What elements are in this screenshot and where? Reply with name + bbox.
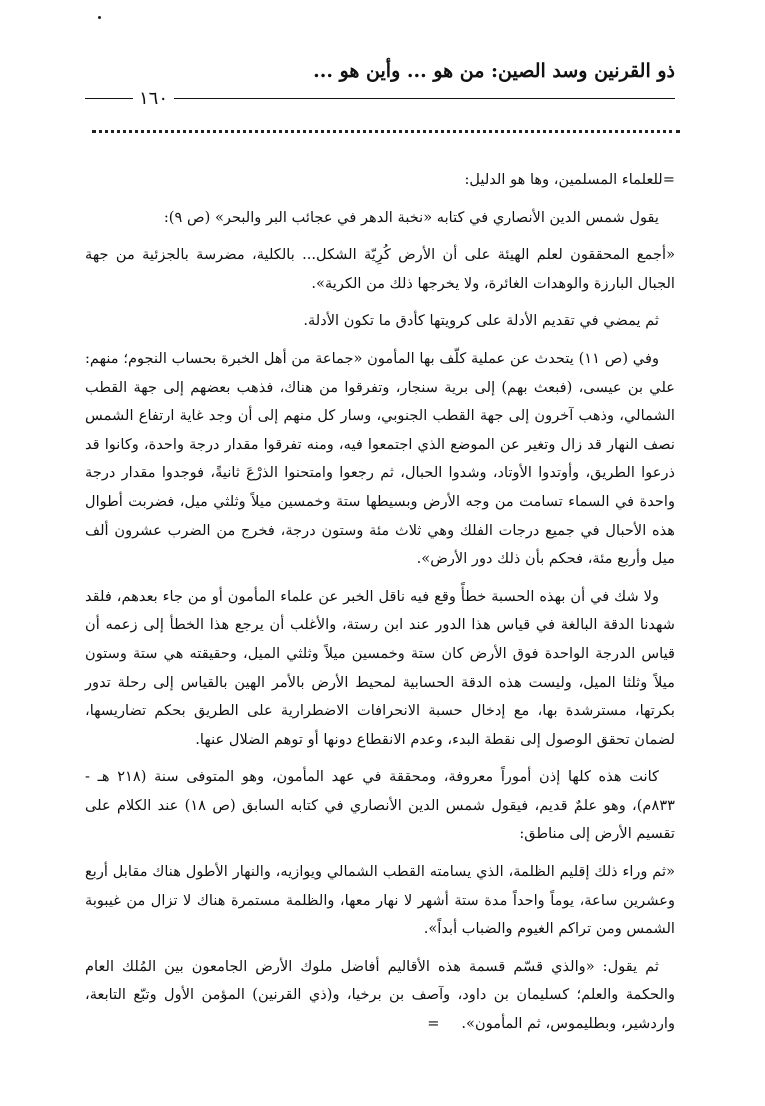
paragraph: كانت هذه كلها إذن أموراً معروفة، ومحققة في عهد المأمون، وهو المتوفى سنة (٢١٨ هـ - ٨٣٣م)، وهو علمٌ قديم، فيقول شمس الدين الأنصاري في كتابه السابق (ص ١٨) عند الكلام على تقسيم الأرض إلى مناطق: xyxy=(85,768,675,843)
paragraph-continuation: =للعلماء المسلمين، وها هو الدليل: xyxy=(464,171,675,188)
paragraph: ولا شك في أن بهذه الحسبة خطأً وقع فيه ناقل الخبر عن علماء المأمون أو من جاء بعدهم، فلقد شهدنا الدقة البالغة في قياس هذا الدور عند ابن رستة، والأغلب أن يرجع هذا الخطأ إلى زعمه أن قياس الدرجة الواحدة فوق الأرض كان ستة وخمسين ميلاً وثلثي الميل، وحقيقته هي ستة وستون ميلاً وثلثا الميل، وليست هذه الدقة الحسابية لمحيط الأرض بالأمر الهين بالقياس إلى رحلة تدور بكرتها، مسترشدة بها، مع إدخال حسبة الانحرافات الاضطرارية على الطريق بحكم تضاريسها، لضمان تحقق الوصول إلى نقطة البدء، وعدم الانقطاع دونها أو توهم الضلال عنها. xyxy=(85,587,675,748)
running-header xyxy=(85,58,675,109)
quote-paragraph: «ثم وراء ذلك إقليم الظلمة، الذي يسامته القطب الشمالي ويوازيه، والنهار الأطول هناك مقابل أربع وعشرين ساعة، يوماً واحداً مدة ستة أشهر لا نهار معها، والظلمة مستمرة هناك لا تزال من غيبوبة الشمس ومن تراكم الغيوم والضباب أبداً». xyxy=(85,863,675,938)
continuation-mark: = xyxy=(427,1015,440,1033)
running-title: ذو القرنين وسد الصين: من هو ... وأين هو ... xyxy=(313,60,675,82)
paragraph: ثم يمضي في تقديم الأدلة على كرويتها كأدق ما تكون الأدلة. xyxy=(303,312,659,330)
paragraph-last xyxy=(85,953,675,1039)
dotted-separator xyxy=(92,110,680,133)
paragraph: وفي (ص ١١) يتحدث عن عملية كلّف بها المأمون «جماعة من أهل الخبرة بحساب النجوم؛ منهم: علي بن عيسى، (فبعث بهم) إلى برية سنجار، وتفرقوا من هناك، فذهب بعضهم إلى جهة القطب الشمالي، وذهب آخرون إلى جهة القطب الجنوبي، وسار كل منهم إلى أن وجد غاية ارتفاع الشمس نصف النهار قد زال وتغير عن الموضع الذي اجتمعوا فيه، ومنه تفرقوا مقدار درجة واحدة، وكانوا قد ذرعوا الطريق، وأوتدوا الأوتاد، وشدوا الحبال، ثم رجعوا وامتحنوا الذرْعَ ثانيةً، فوجدوا مقدار درجة واحدة في السماء تسامت من وجه الأرض وبسيطها ستة وخمسين ميلاً وثلثي ميل، فضربت أطوال هذه الأحبال في جميع درجات الفلك وهي ثلاث مئة وستون درجة، فخرج من الضرب عشرون ألف ميل وأربع مئة، فحكم بأن ذلك دور الأرض». xyxy=(85,349,675,568)
paragraph-text: ثم يقول: «والذي قسّم قسمة هذه الأقاليم أفاضل ملوك الأرض الجامعون بين المُلك العام والحكمة والعلم؛ كسليمان بن داود، وآصف بن برخيا، و(ذي القرنين) المؤمن الأول وتبّع التابعة، واردشير، وبطليموس، ثم المأمون». xyxy=(85,957,675,1033)
page-speck xyxy=(98,16,101,19)
page-number: ١٦٠ xyxy=(133,88,174,109)
quote-paragraph: «أجمع المحققون لعلم الهيئة على أن الأرض كُرِيّة الشكل... بالكلية، مضرسة بالجزئية من جهة الجبال البارزة والوهدات الغائرة، ولا يخرجها ذلك من الكرية». xyxy=(85,246,675,292)
paragraph: يقول شمس الدين الأنصاري في كتابه «نخبة الدهر في عجائب البر والبحر» (ص ٩): xyxy=(163,208,659,226)
page-body xyxy=(85,166,675,1048)
